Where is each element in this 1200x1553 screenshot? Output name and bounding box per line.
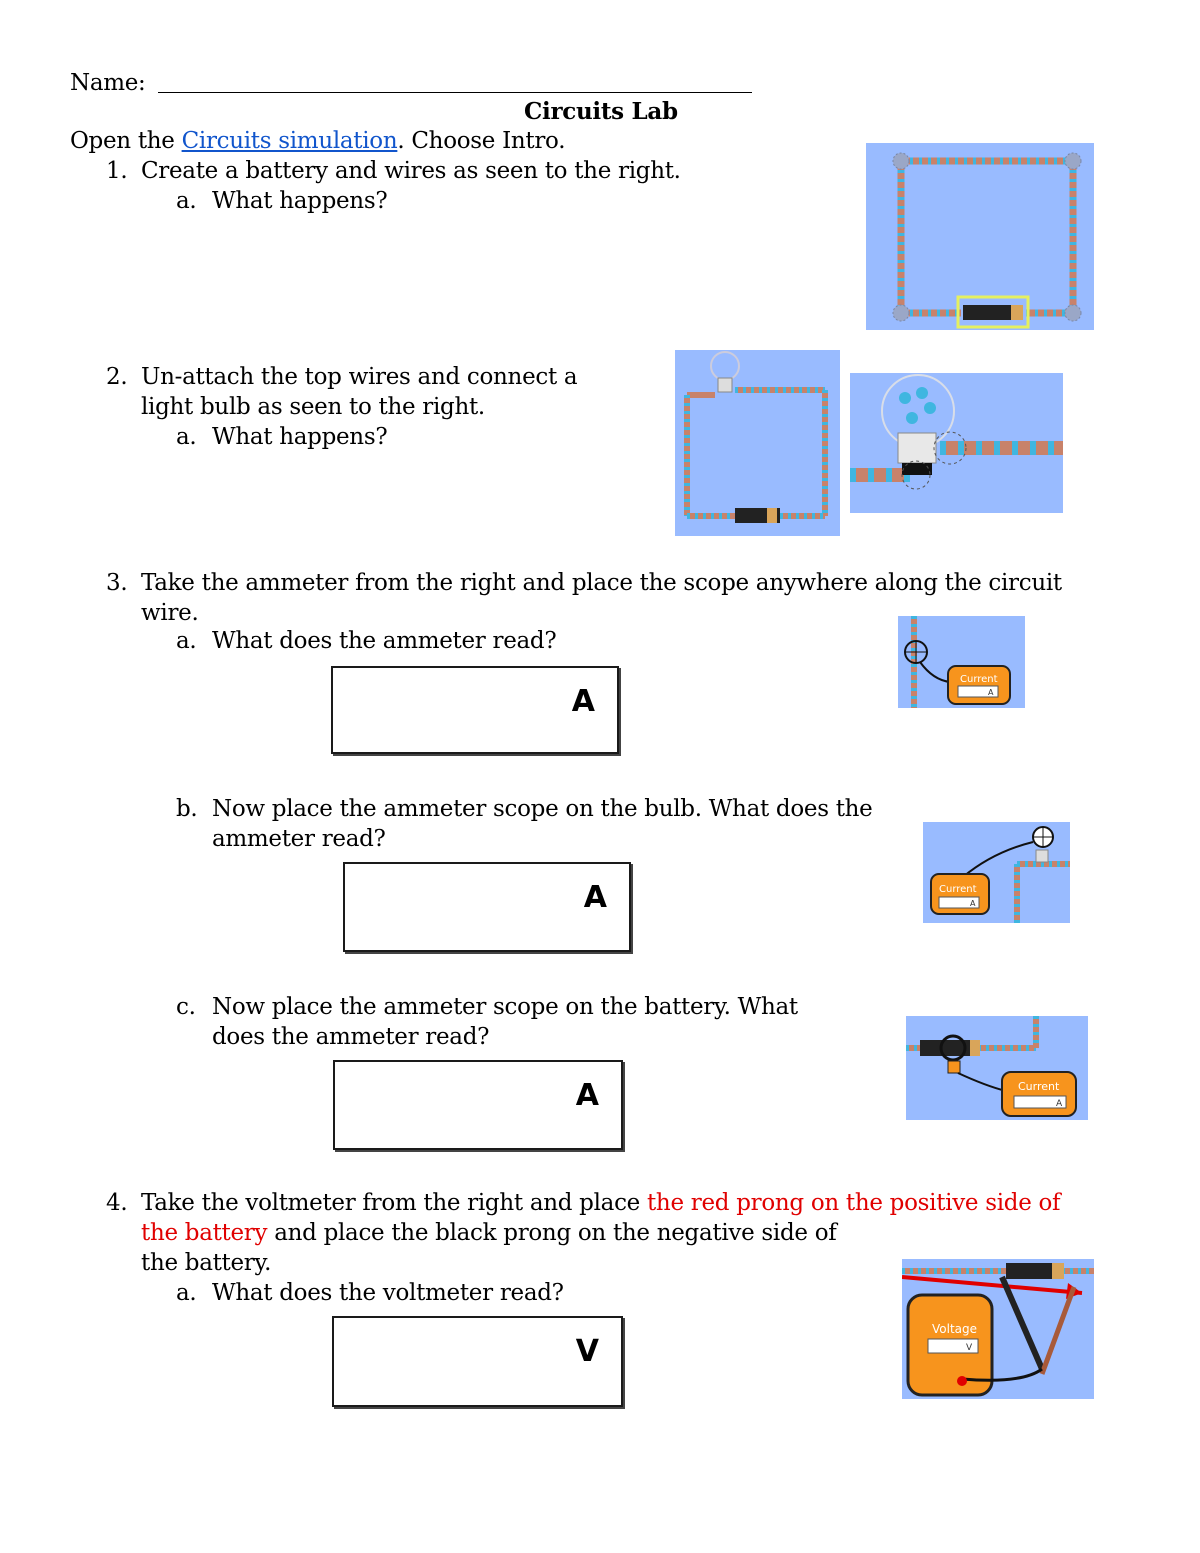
intro-text: Open the Circuits simulation. Choose Intro. (70, 128, 566, 154)
circuit-figure-bulb (675, 350, 840, 536)
q3b-unit: A (583, 880, 607, 915)
ammeter-unit-1: A (988, 688, 994, 697)
q3a-text: What does the ammeter read? (212, 628, 557, 654)
ammeter-bulb-figure (923, 822, 1070, 923)
name-line[interactable] (158, 92, 752, 93)
q1-text: Create a battery and wires as seen to the right. (141, 158, 681, 184)
q3a-answer-box[interactable] (331, 666, 619, 754)
q2a-label: a. (176, 424, 197, 450)
name-label: Name: (70, 70, 146, 96)
ammeter-unit-2: A (970, 899, 976, 908)
voltmeter-unit: V (966, 1343, 973, 1353)
q2a-text: What happens? (212, 424, 388, 450)
q3a-unit: A (571, 684, 595, 719)
q3b-label: b. (176, 796, 198, 822)
q4-line1: Take the voltmeter from the right and place the red prong on the positive side of (141, 1190, 1061, 1216)
ammeter-wire-figure (898, 616, 1025, 708)
bulb-closeup-figure (850, 373, 1063, 513)
q3-line2: wire. (141, 600, 199, 626)
q3a-label: a. (176, 628, 197, 654)
q3c-line1: Now place the ammeter scope on the battery. What (212, 994, 798, 1020)
q2-number: 2. (106, 364, 128, 390)
q1-number: 1. (106, 158, 128, 184)
q4a-label: a. (176, 1280, 197, 1306)
q4a-text: What does the voltmeter read? (212, 1280, 564, 1306)
q3b-line2: ammeter read? (212, 826, 386, 852)
ammeter-unit-3: A (1056, 1099, 1063, 1109)
q4a-unit: V (575, 1334, 599, 1369)
q4-number: 4. (106, 1190, 128, 1216)
q3b-line1: Now place the ammeter scope on the bulb. What does the (212, 796, 873, 822)
ammeter-label-3: Current (1018, 1080, 1060, 1093)
q3c-label: c. (176, 994, 196, 1020)
q3c-answer-box[interactable] (333, 1060, 623, 1150)
circuit-figure-battery-wires (866, 143, 1094, 330)
q4a-answer-box[interactable] (332, 1316, 623, 1407)
ammeter-label-2: Current (939, 884, 977, 895)
ammeter-battery-figure (906, 1016, 1088, 1120)
q2-line1: Un-attach the top wires and connect a (141, 364, 578, 390)
voltmeter-battery-figure (902, 1259, 1094, 1399)
q4-line2: the battery and place the black prong on the negative side of (141, 1220, 837, 1246)
q3c-unit: A (575, 1078, 599, 1113)
ammeter-label-1: Current (960, 674, 998, 685)
q4-line3: the battery. (141, 1250, 272, 1276)
circuits-simulation-link[interactable]: Circuits simulation (181, 128, 398, 154)
q1a-label: a. (176, 188, 197, 214)
q3-line1: Take the ammeter from the right and place the scope anywhere along the circuit (141, 570, 1062, 596)
q2-line2: light bulb as seen to the right. (141, 394, 485, 420)
q3b-answer-box[interactable] (343, 862, 631, 952)
q3c-line2: does the ammeter read? (212, 1024, 490, 1050)
q3-number: 3. (106, 570, 128, 596)
q1a-text: What happens? (212, 188, 388, 214)
voltmeter-label: Voltage (932, 1322, 978, 1336)
page-title: Circuits Lab (524, 98, 678, 125)
